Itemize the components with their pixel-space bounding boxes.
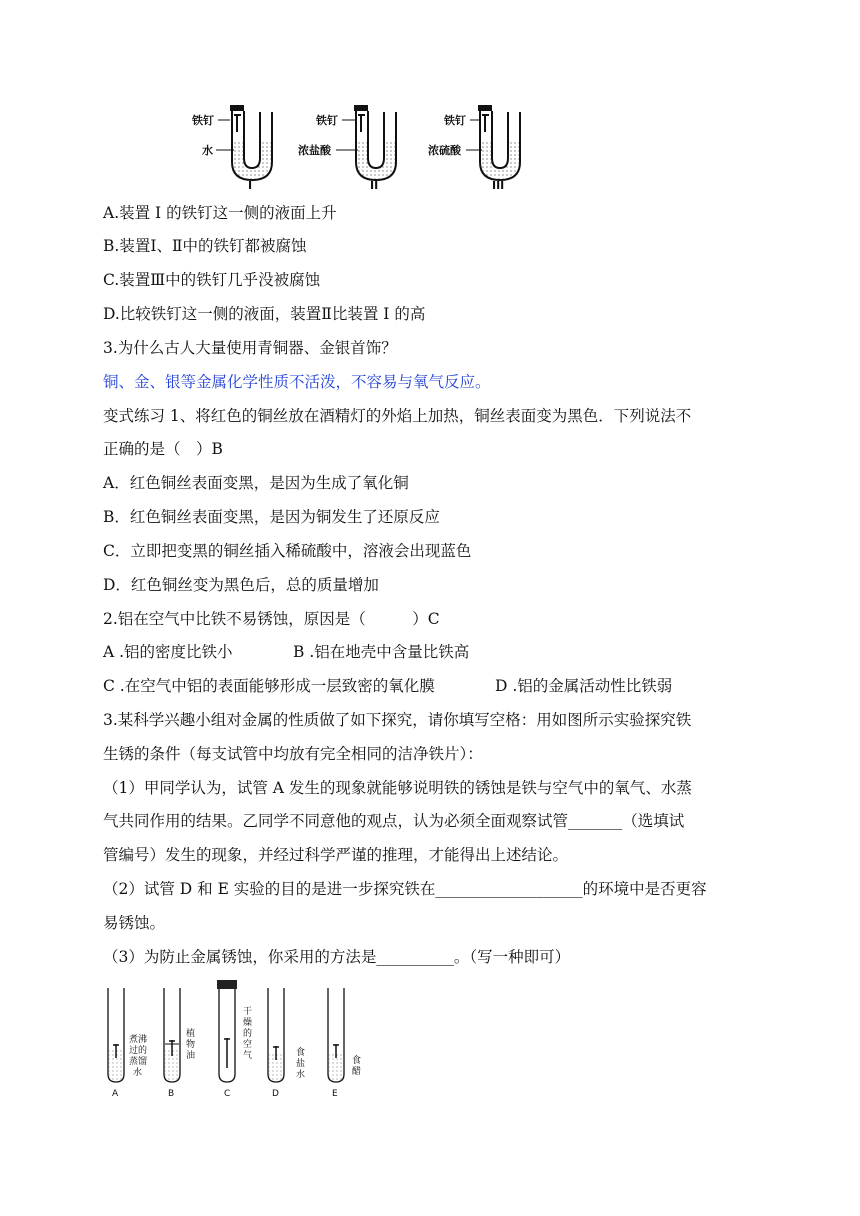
variant3-sub2-line2: 易锈蚀。: [103, 914, 166, 932]
q1-option-b: B.装置Ⅰ、Ⅱ中的铁钉都被腐蚀: [103, 237, 307, 255]
tube-a-label-1: 煮沸: [129, 1035, 148, 1045]
q1-option-d: D.比较铁钉这一侧的液面，装置Ⅱ比装置 I 的高: [103, 305, 426, 323]
tube-c-letter: C: [224, 1089, 231, 1098]
test-tube-c: [217, 980, 252, 1098]
variant2-option-a: A .铝的密度比铁小: [103, 643, 233, 661]
tube-d-letter: D: [272, 1089, 279, 1098]
variant3-stem-line2: 生锈的条件（每支试管中均放有完全相同的洁净铁片）：: [103, 745, 483, 763]
liquid-label-2: 浓盐酸: [298, 144, 331, 157]
variant1-stem-line2: 正确的是（ ）B: [103, 440, 223, 458]
test-tube-e: [328, 988, 361, 1098]
variant3-sub1-line1: （1）甲同学认为，试管 A 发生的现象就能够说明铁的锈蚀是铁与空气中的氧气、水蒸: [103, 779, 692, 797]
variant2-option-b: B .铝在地壳中含量比铁高: [293, 643, 470, 661]
tube-a-label-3: 蒸馏: [129, 1057, 148, 1067]
u-tube-device-3: [428, 105, 520, 192]
tube-b-letter: B: [168, 1089, 175, 1098]
nail-label-2: 铁钉: [316, 114, 338, 127]
tube-c-label-1: 干: [243, 1007, 253, 1017]
tube-b-label-1: 植: [186, 1029, 196, 1039]
nail-label-3: 铁钉: [444, 114, 466, 127]
device-numeral-1: I: [248, 179, 253, 192]
q3-answer: 铜、金、银等金属化学性质不活泼，不容易与氧气反应。: [103, 373, 491, 391]
q3-question: 3.为什么古人大量使用青铜器、金银首饰？: [103, 339, 397, 357]
q1-option-c: C.装置Ⅲ中的铁钉几乎没被腐蚀: [103, 271, 321, 289]
tube-a-label-4: 水: [133, 1068, 143, 1078]
q1-option-a: A.装置 I 的铁钉这一侧的液面上升: [103, 204, 337, 222]
variant1-option-d: D．红色铜丝变为黑色后，总的质量增加: [103, 576, 379, 594]
test-tube-d: [268, 988, 305, 1098]
device-numeral-3: III: [492, 179, 505, 192]
tube-d-label-3: 水: [296, 1070, 306, 1080]
test-tubes-figure: [100, 978, 380, 1098]
tube-c-label-3: 的: [243, 1029, 253, 1039]
test-tube-b: [164, 988, 195, 1098]
variant2-option-c: C .在空气中铝的表面能够形成一层致密的氧化膜: [103, 677, 435, 695]
tube-d-label-1: 食: [296, 1048, 306, 1058]
test-tube-a: [108, 988, 147, 1098]
variant3-sub3: （3）为防止金属锈蚀，你采用的方法是__________。（写一种即可）: [103, 948, 571, 966]
liquid-label-3: 浓硫酸: [428, 144, 461, 157]
tube-d-label-2: 盐: [296, 1059, 306, 1069]
device-numeral-2: II: [370, 179, 379, 192]
variant2-option-d: D .铝的金属活动性比铁弱: [495, 677, 673, 695]
tube-e-label-2: 醋: [352, 1067, 362, 1077]
liquid-label-1: 水: [202, 144, 213, 157]
variant3-sub1-line2: 气共同作用的结果。乙同学不同意他的观点，认为必须全面观察试管_______（选填试: [103, 812, 685, 830]
variant3-sub2-line1: （2）试管 D 和 E 实验的目的是进一步探究铁在___________________的环境中是否更容: [103, 880, 707, 898]
variant2-stem: 2.铝在空气中比铁不易锈蚀，原因是（ ）C: [103, 610, 440, 628]
u-tube-figure: [190, 102, 550, 192]
tube-a-letter: A: [112, 1089, 119, 1098]
tube-b-label-2: 物: [186, 1040, 196, 1050]
tube-c-label-2: 燥: [243, 1018, 253, 1028]
tube-e-letter: E: [332, 1089, 338, 1098]
u-tube-device-1: [191, 105, 272, 192]
tube-a-label-2: 过的: [129, 1046, 148, 1056]
tube-c-label-5: 气: [243, 1051, 253, 1061]
variant3-stem-line1: 3.某科学兴趣小组对金属的性质做了如下探究，请你填写空格：用如图所示实验探究铁: [103, 711, 692, 729]
variant1-option-b: B．红色铜丝表面变黑，是因为铜发生了还原反应: [103, 508, 440, 526]
nail-label-1: 铁钉: [192, 114, 214, 127]
variant1-option-a: A．红色铜丝表面变黑，是因为生成了氧化铜: [103, 474, 409, 492]
u-tube-device-2: [298, 105, 396, 192]
tube-e-label-1: 食: [352, 1056, 362, 1066]
variant1-option-c: C．立即把变黑的铜丝插入稀硫酸中，溶液会出现蓝色: [103, 542, 472, 560]
tube-b-label-3: 油: [186, 1051, 196, 1061]
variant3-sub1-line3: 管编号）发生的现象，并经过科学严谨的推理，才能得出上述结论。: [103, 846, 569, 864]
variant1-stem-line1: 变式练习 1、将红色的铜丝放在酒精灯的外焰上加热，铜丝表面变为黑色．下列说法不: [103, 407, 692, 425]
tube-c-label-4: 空: [243, 1040, 253, 1050]
